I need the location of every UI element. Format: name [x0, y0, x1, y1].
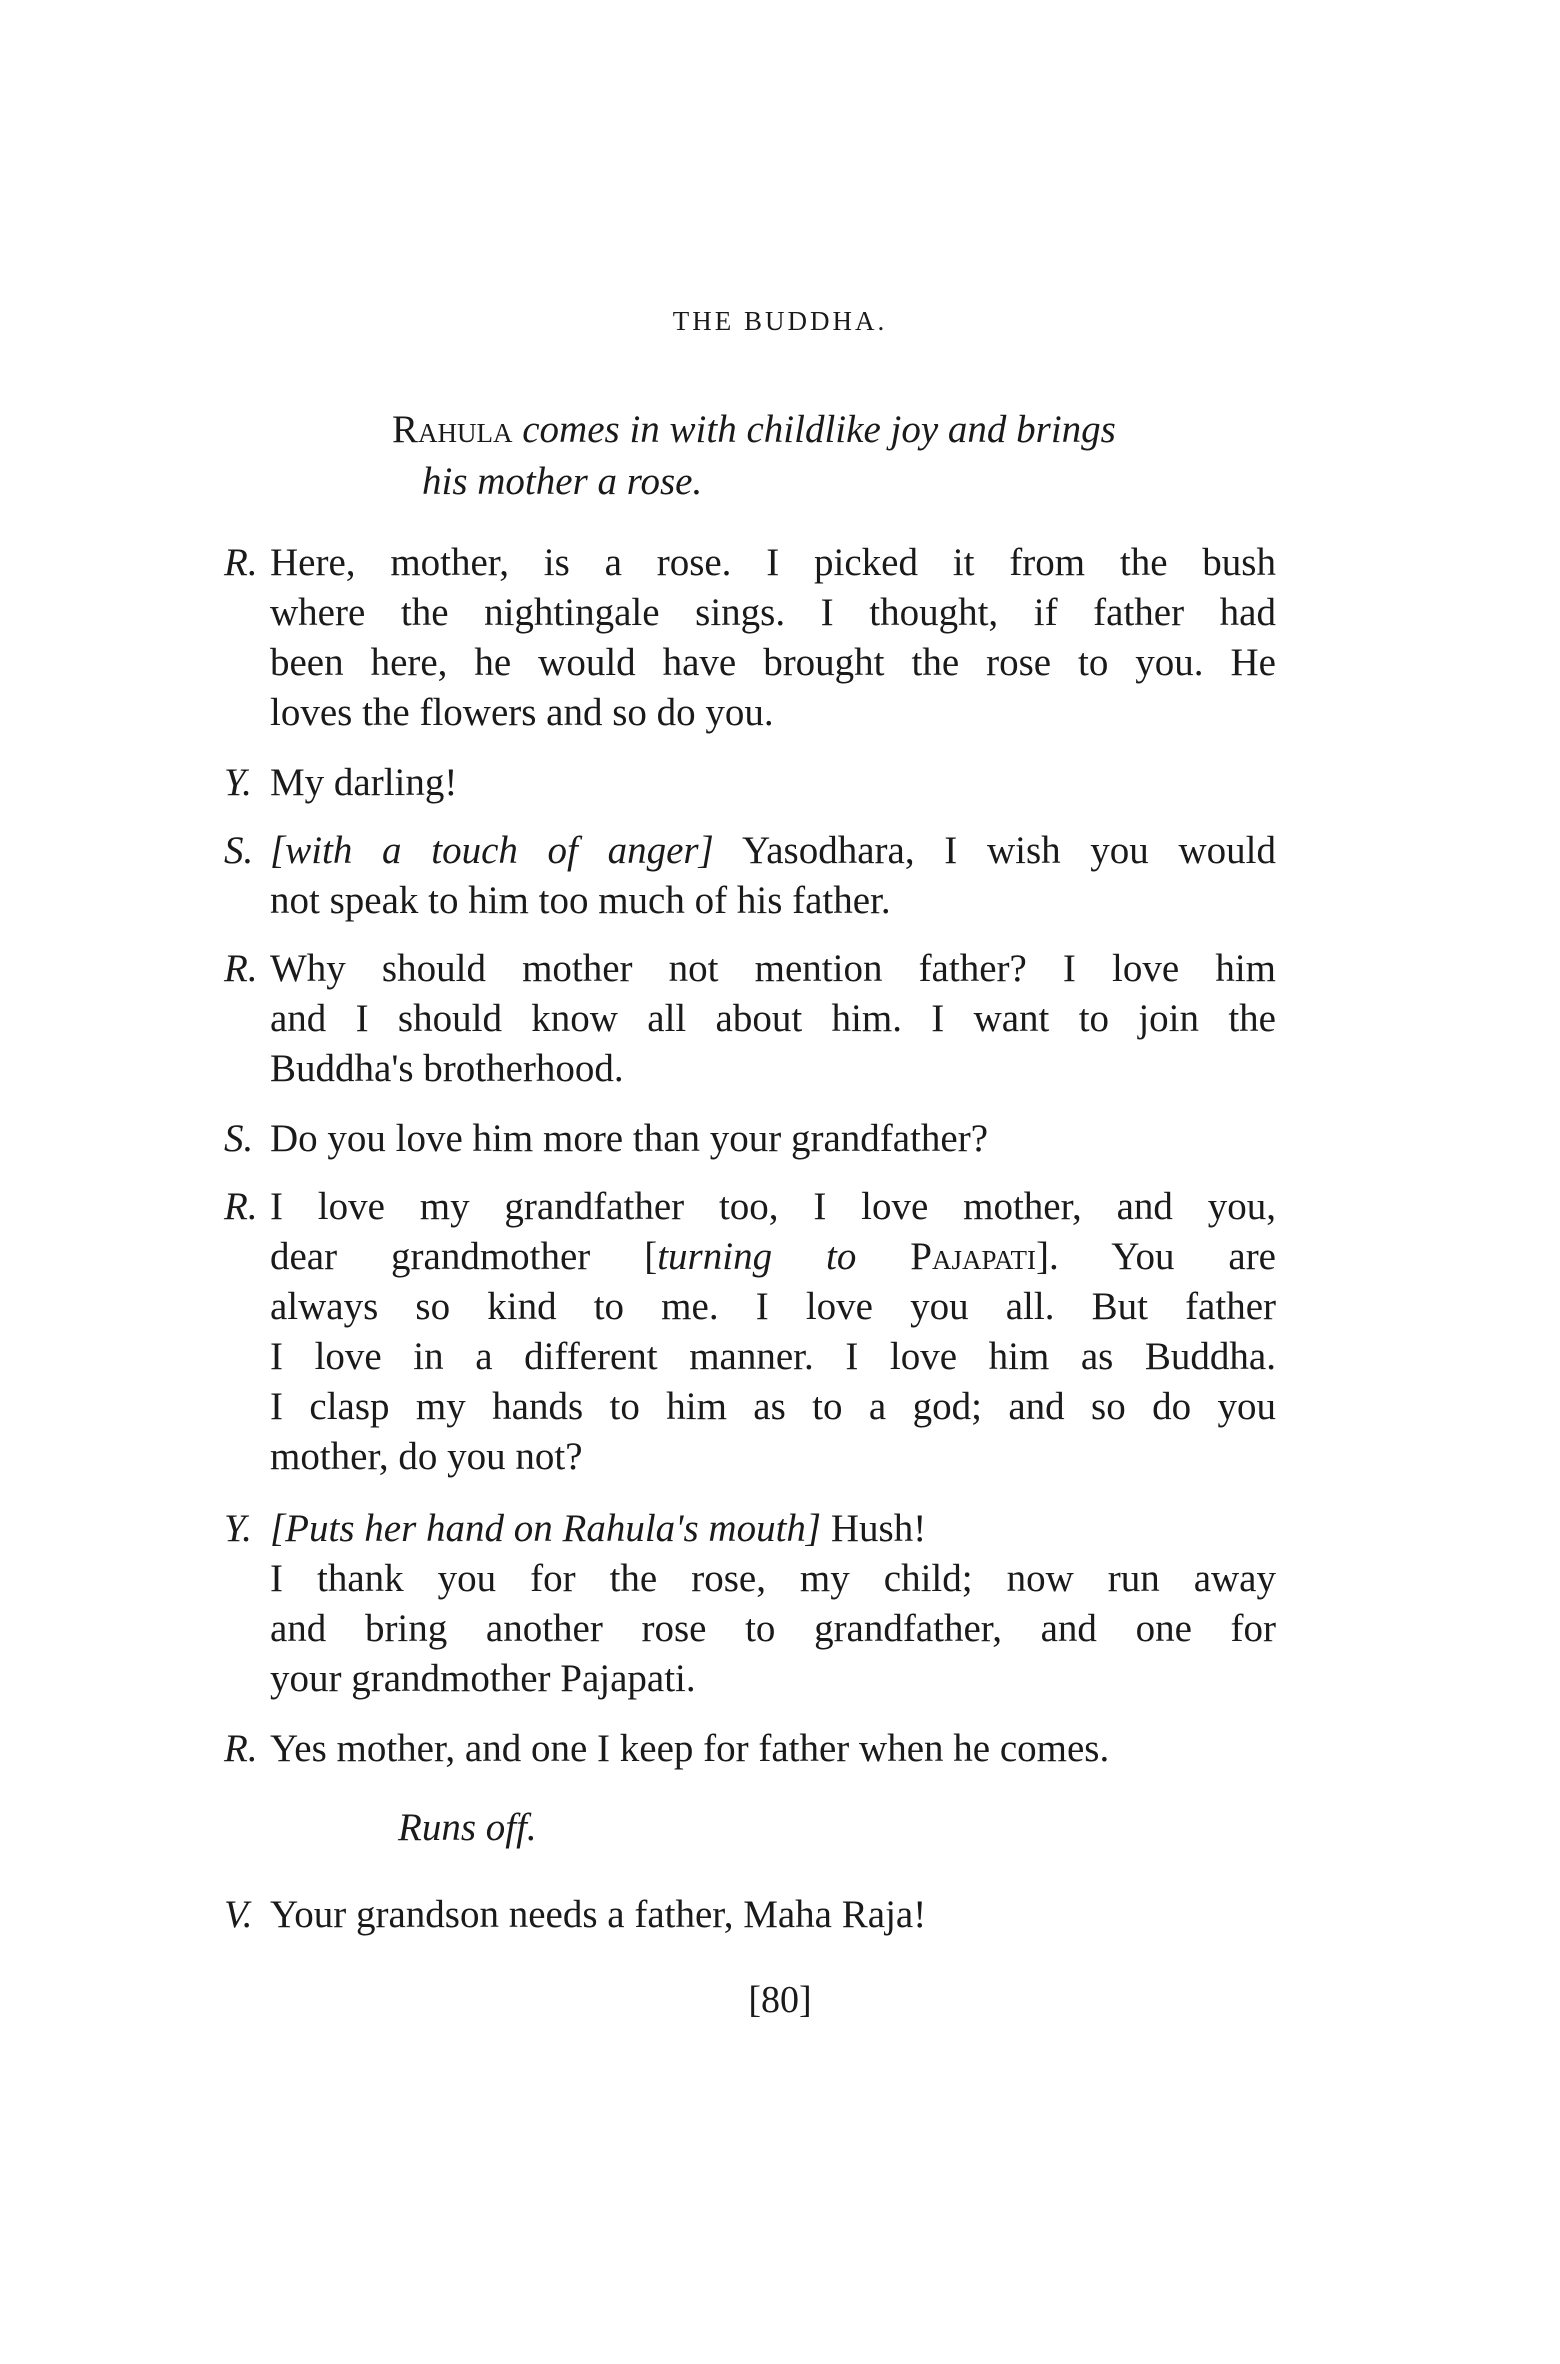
speaker-label: V. [224, 1893, 253, 1936]
speech-text: Your grandson needs a father, Maha Raja! [270, 1893, 927, 1936]
speaker-label: R. [224, 1185, 258, 1228]
speaker-label: R. [224, 541, 258, 584]
page-number: [80] [748, 1979, 812, 2021]
speech-text: Do you love him more than your grandfather? [270, 1117, 989, 1160]
character-name: Rahula [392, 408, 513, 451]
speech-block [224, 1182, 1276, 1482]
speaker-label: S. [224, 1117, 254, 1160]
speech-block [224, 1890, 1276, 1940]
speech-text: Why should mother not mention father? I love him and I should know all about him. I want to join the Buddha's brotherhood. [270, 947, 1276, 1090]
exit-stage-direction: Runs off. [398, 1806, 537, 1849]
speech-block [224, 538, 1276, 738]
character-name: Pajapati [910, 1235, 1036, 1278]
speech-block [224, 944, 1276, 1094]
stage-direction-line-2: his mother a rose. [422, 460, 703, 503]
stage-direction-inline: [with a touch of anger] [270, 829, 714, 872]
speech-block [224, 758, 1276, 808]
speech-block [224, 1724, 1276, 1774]
speaker-label: R. [224, 1727, 258, 1770]
speech-text: I love my grandfather too, I love mother, and you, dear grandmother [turning to Pajapati]. You are always so kind to me. I love you all. But father I love in a different manner. I love him as Buddha. I clasp my hands to him as to a god; and so do you mother, do you not? [270, 1185, 1276, 1478]
speaker-label: Y. [224, 761, 252, 804]
speech-text: Yes mother, and one I keep for father when he comes. [270, 1727, 1110, 1770]
stage-direction-inline: [Puts her hand on Rahula's mouth] [270, 1507, 822, 1550]
speech-text: Here, mother, is a rose. I picked it from the bush where the nightingale sings. I thought, if father had been here, he would have brought the rose to you. He loves the flowers and so do you. [270, 541, 1276, 734]
speaker-label: R. [224, 947, 258, 990]
stage-direction-line-1: Rahula comes in with childlike joy and brings [392, 408, 1116, 451]
speaker-label: S. [224, 829, 254, 872]
speech-text: My darling! [270, 761, 458, 804]
stage-direction-inline: turning to [657, 1235, 911, 1278]
speech-block [224, 1114, 1276, 1164]
speech-block [224, 826, 1276, 926]
running-head: THE BUDDHA. [672, 306, 888, 336]
speech-text: [with a touch of anger] Yasodhara, I wish you would not speak to him too much of his father. [270, 829, 1276, 922]
speech-block [224, 1504, 1276, 1704]
speech-text: [Puts her hand on Rahula's mouth] Hush! I thank you for the rose, my child; now run away and bring another rose to grandfather, and one for your grandmother Pajapati. [270, 1507, 1276, 1700]
speaker-label: Y. [224, 1507, 252, 1550]
opening-stage-direction [392, 404, 1272, 508]
